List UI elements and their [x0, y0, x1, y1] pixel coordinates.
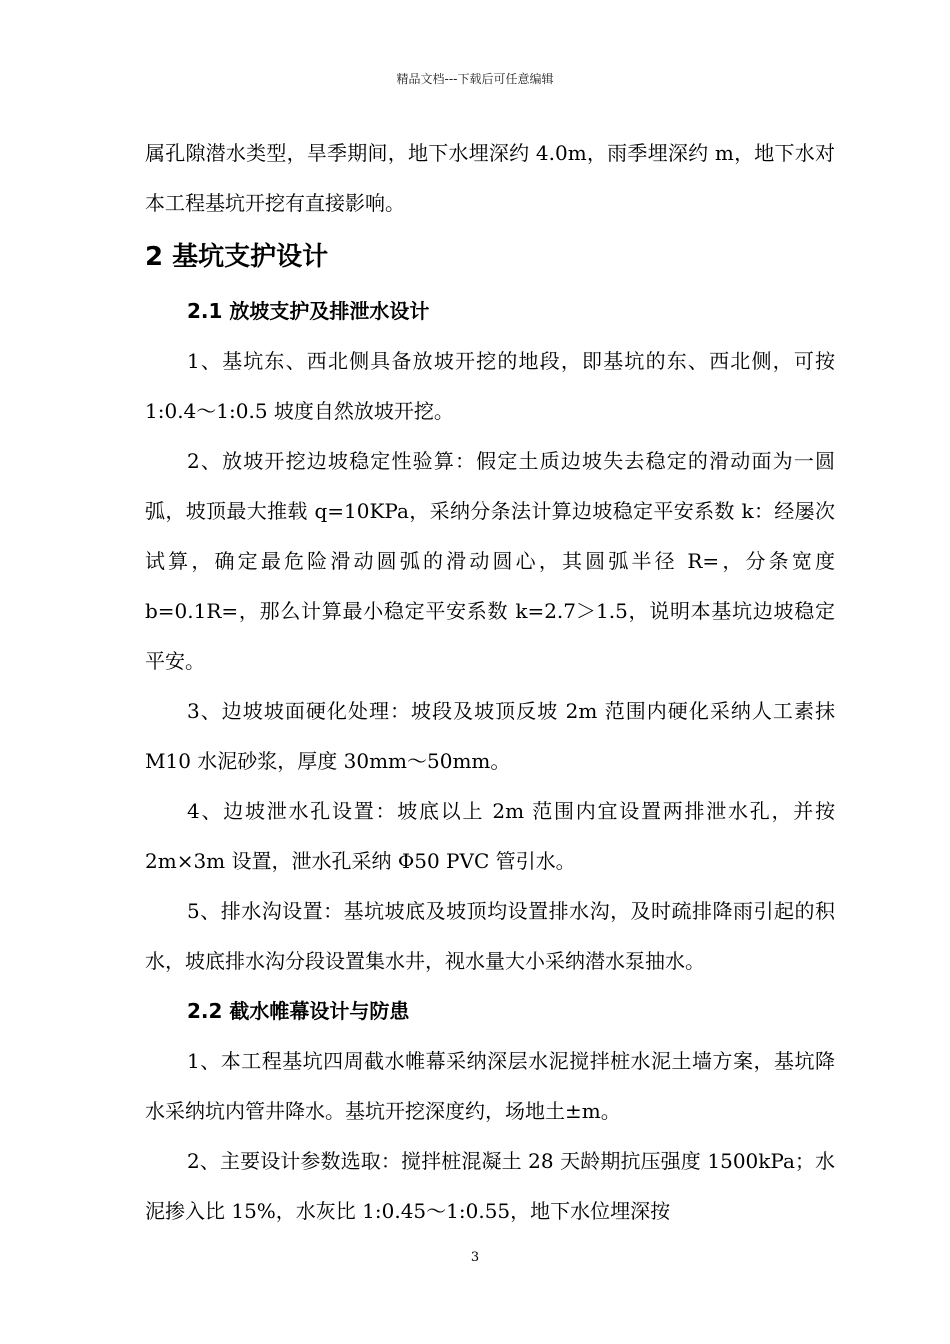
- document-body: [145, 128, 835, 1236]
- subsection-heading-2-1: 2.1 放坡支护及排泄水设计: [187, 299, 430, 323]
- paragraph-item-4: 4、边坡泄水孔设置：坡底以上 2m 范围内宜设置两排泄水孔，并按 2m×3m 设置，泄水孔采纳 Φ50 PVC 管引水。: [145, 799, 835, 873]
- paragraph-continuation: 属孔隙潜水类型，旱季期间，地下水埋深约 4.0m，雨季埋深约 m，地下水对本工程基坑开挖有直接影响。: [145, 141, 835, 215]
- paragraph-item-7: 2、主要设计参数选取：搅拌桩混凝土 28 天龄期抗压强度 1500kPa；水泥掺入比 15%，水灰比 1:0.45～1:0.55，地下水位埋深按: [145, 1149, 835, 1223]
- page-number: 3: [470, 1250, 480, 1265]
- paragraph-item-5: 5、排水沟设置：基坑坡底及坡顶均设置排水沟，及时疏排降雨引起的积水，坡底排水沟分段设置集水井，视水量大小采纳潜水泵抽水。: [145, 899, 835, 973]
- section-heading: 2 基坑支护设计: [145, 242, 329, 272]
- paragraph-item-1: 1、基坑东、西北侧具备放坡开挖的地段，即基坑的东、西北侧，可按 1:0.4～1:0.5 坡度自然放坡开挖。: [145, 349, 835, 423]
- subsection-heading-2-2: 2.2 截水帷幕设计与防患: [187, 999, 410, 1023]
- paragraph-item-3: 3、边坡坡面硬化处理：坡段及坡顶反坡 2m 范围内硬化采纳人工素抹 M10 水泥砂浆，厚度 30mm～50mm。: [145, 699, 835, 773]
- paragraph-item-2: 2、放坡开挖边坡稳定性验算：假定土质边坡失去稳定的滑动面为一圆弧，坡顶最大推载 q=10KPa，采纳分条法计算边坡稳定平安系数 k：经屡次试算，确定最危险滑动圆弧的滑动圆心，其圆弧半径 R=，分条宽度 b=0.1R=，那么计算最小稳定平安系数 k=2.7＞1.5，说明本基坑边坡稳定平安。: [145, 449, 835, 673]
- paragraph-item-6: 1、本工程基坑四周截水帷幕采纳深层水泥搅拌桩水泥土墙方案，基坑降水采纳坑内管井降水。基坑开挖深度约，场地土±m。: [145, 1049, 835, 1123]
- page-header: 精品文档---下载后可任意编辑: [396, 72, 554, 86]
